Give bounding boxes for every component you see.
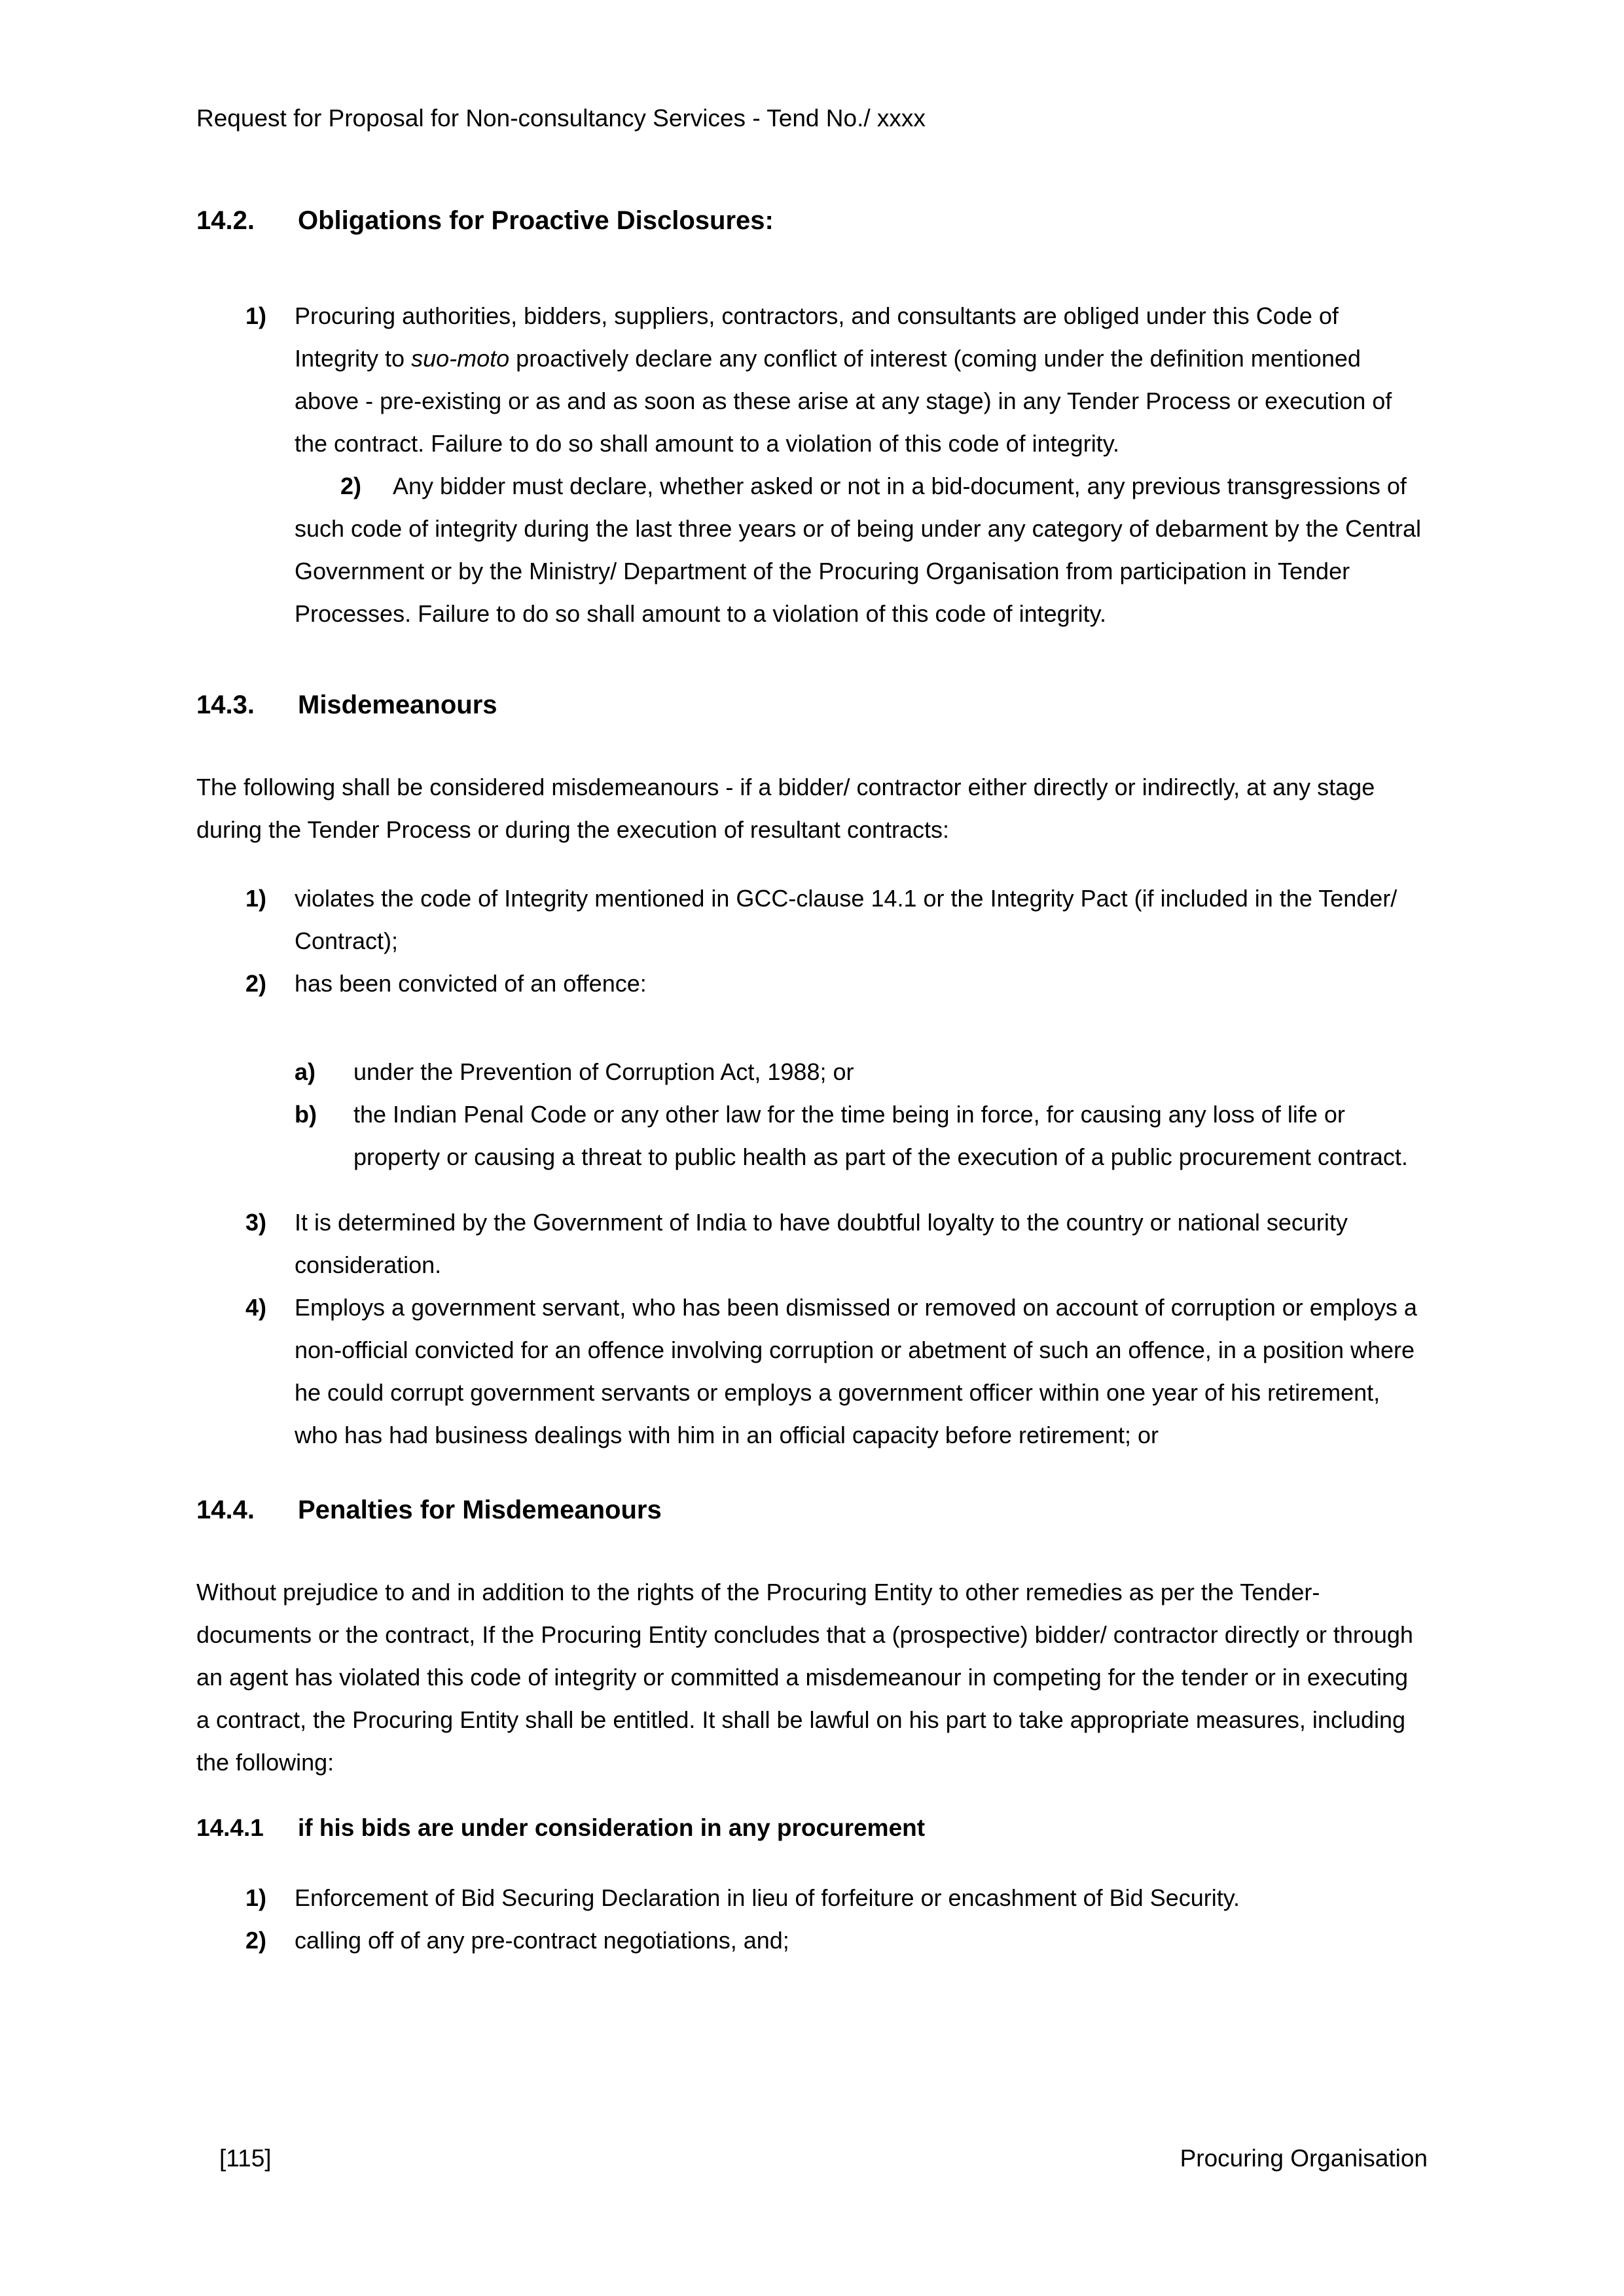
subsection-number: 14.4.1: [196, 1814, 264, 1841]
section-heading-14-2: [196, 200, 1428, 242]
list-item-text: calling off of any pre-contract negotiations, and;: [295, 1927, 789, 1954]
list-item-text: has been convicted of an offence:: [295, 970, 647, 997]
section-title: Obligations for Proactive Disclosures:: [298, 206, 774, 235]
list-marker: 2): [245, 970, 267, 997]
list-item-text: It is determined by the Government of India to have doubtful loyalty to the country or national security consideration.: [295, 1209, 1348, 1278]
list-item-text: [295, 295, 1427, 465]
list-item-text: Any bidder must declare, whether asked or not in a bid-document, any previous transgressions of such code of integrity during the last three years or of being under any category of debarment by the Central Government or by the Ministry/ Department of the Procuring Organisation from participation in Tender Processes. Failure to do so shall amount to a violation of this code of integrity.: [295, 473, 1422, 627]
section-number: 14.2.: [196, 206, 255, 235]
list-item: [196, 1201, 1428, 1286]
list-item: [295, 465, 1427, 635]
list-item-text: Enforcement of Bid Securing Declaration in lieu of forfeiture or encashment of Bid Security.: [295, 1884, 1240, 1911]
list-item: [196, 877, 1428, 962]
sub-list-item: [196, 1050, 1428, 1093]
list-marker: 2): [245, 1927, 267, 1954]
list-item-text: violates the code of Integrity mentioned in GCC-clause 14.1 or the Integrity Pact (if included in the Tender/ Contract);: [295, 885, 1398, 954]
list-item-text: the Indian Penal Code or any other law for the time being in force, for causing any loss of life or property or causing a threat to public health as part of the execution of a public procurement contract.: [353, 1101, 1408, 1170]
section-heading-14-4: [196, 1489, 1428, 1532]
list-marker: 1): [245, 302, 267, 329]
paragraph: Without prejudice to and in addition to the rights of the Procuring Entity to other remedies as per the Tender-documents or the contract, If the Procuring Entity concludes that a (prospective) bidder/ contractor directly or through an agent has violated this code of integrity or committed a misdemeanour in competing for the tender or in executing a contract, the Procuring Entity shall be entitled. It shall be lawful on his part to take appropriate measures, including the following:: [196, 1579, 1413, 1776]
section-heading-14-3: [196, 684, 1428, 726]
list-item: [196, 962, 1428, 1005]
list-marker: 1): [245, 1884, 267, 1911]
list-marker: a): [295, 1058, 316, 1085]
paragraph: The following shall be considered misdemeanours - if a bidder/ contractor either directly or indirectly, at any stage during the Tender Process or during the execution of resultant contracts:: [196, 774, 1375, 843]
list-item: [196, 1919, 1428, 1962]
list-item: [196, 295, 1428, 465]
subsection-heading-14-4-1: [196, 1806, 1428, 1849]
page-number: [115]: [219, 2145, 272, 2172]
list-item-text: under the Prevention of Corruption Act, 1988; or: [353, 1058, 854, 1085]
list-marker: b): [295, 1101, 317, 1128]
list-item: [196, 1286, 1428, 1456]
list-marker: 3): [245, 1209, 267, 1236]
text-run: Procuring authorities, bidders, suppliers, contractors, and consultants are obliged under this Code of Integrity to: [295, 302, 1339, 372]
sub-list-item: [196, 1093, 1428, 1178]
list-marker: 1): [245, 885, 267, 912]
page-header: Request for Proposal for Non-consultancy Services - Tend No./ xxxx: [196, 105, 926, 132]
section-number: 14.3.: [196, 691, 255, 719]
footer-organisation: Procuring Organisation: [1180, 2145, 1428, 2172]
section-title: Penalties for Misdemeanours: [298, 1496, 662, 1524]
list-marker: 4): [245, 1294, 267, 1321]
subsection-title: if his bids are under consideration in any procurement: [298, 1814, 926, 1841]
page-footer: [219, 2137, 1428, 2179]
italic-term: suo-moto: [411, 345, 510, 372]
list-item: [196, 1876, 1428, 1919]
section-number: 14.4.: [196, 1496, 255, 1524]
section-title: Misdemeanours: [298, 691, 497, 719]
list-marker: 2): [340, 473, 362, 499]
list-item-text: Employs a government servant, who has been dismissed or removed on account of corruption or employs a non-official convicted for an offence involving corruption or abetment of such an offence, in a position where he could corrupt government servants or employs a government officer within one year of his retirement, who has had business dealings with him in an official capacity before retirement; or: [295, 1294, 1417, 1448]
text-run: proactively declare any conflict of interest (coming under the definition mentioned above - pre-existing or as and as soon as these arise at any stage) in any Tender Process or execution of the contract. Failure to do so shall amount to a violation of this code of integrity.: [295, 345, 1392, 457]
